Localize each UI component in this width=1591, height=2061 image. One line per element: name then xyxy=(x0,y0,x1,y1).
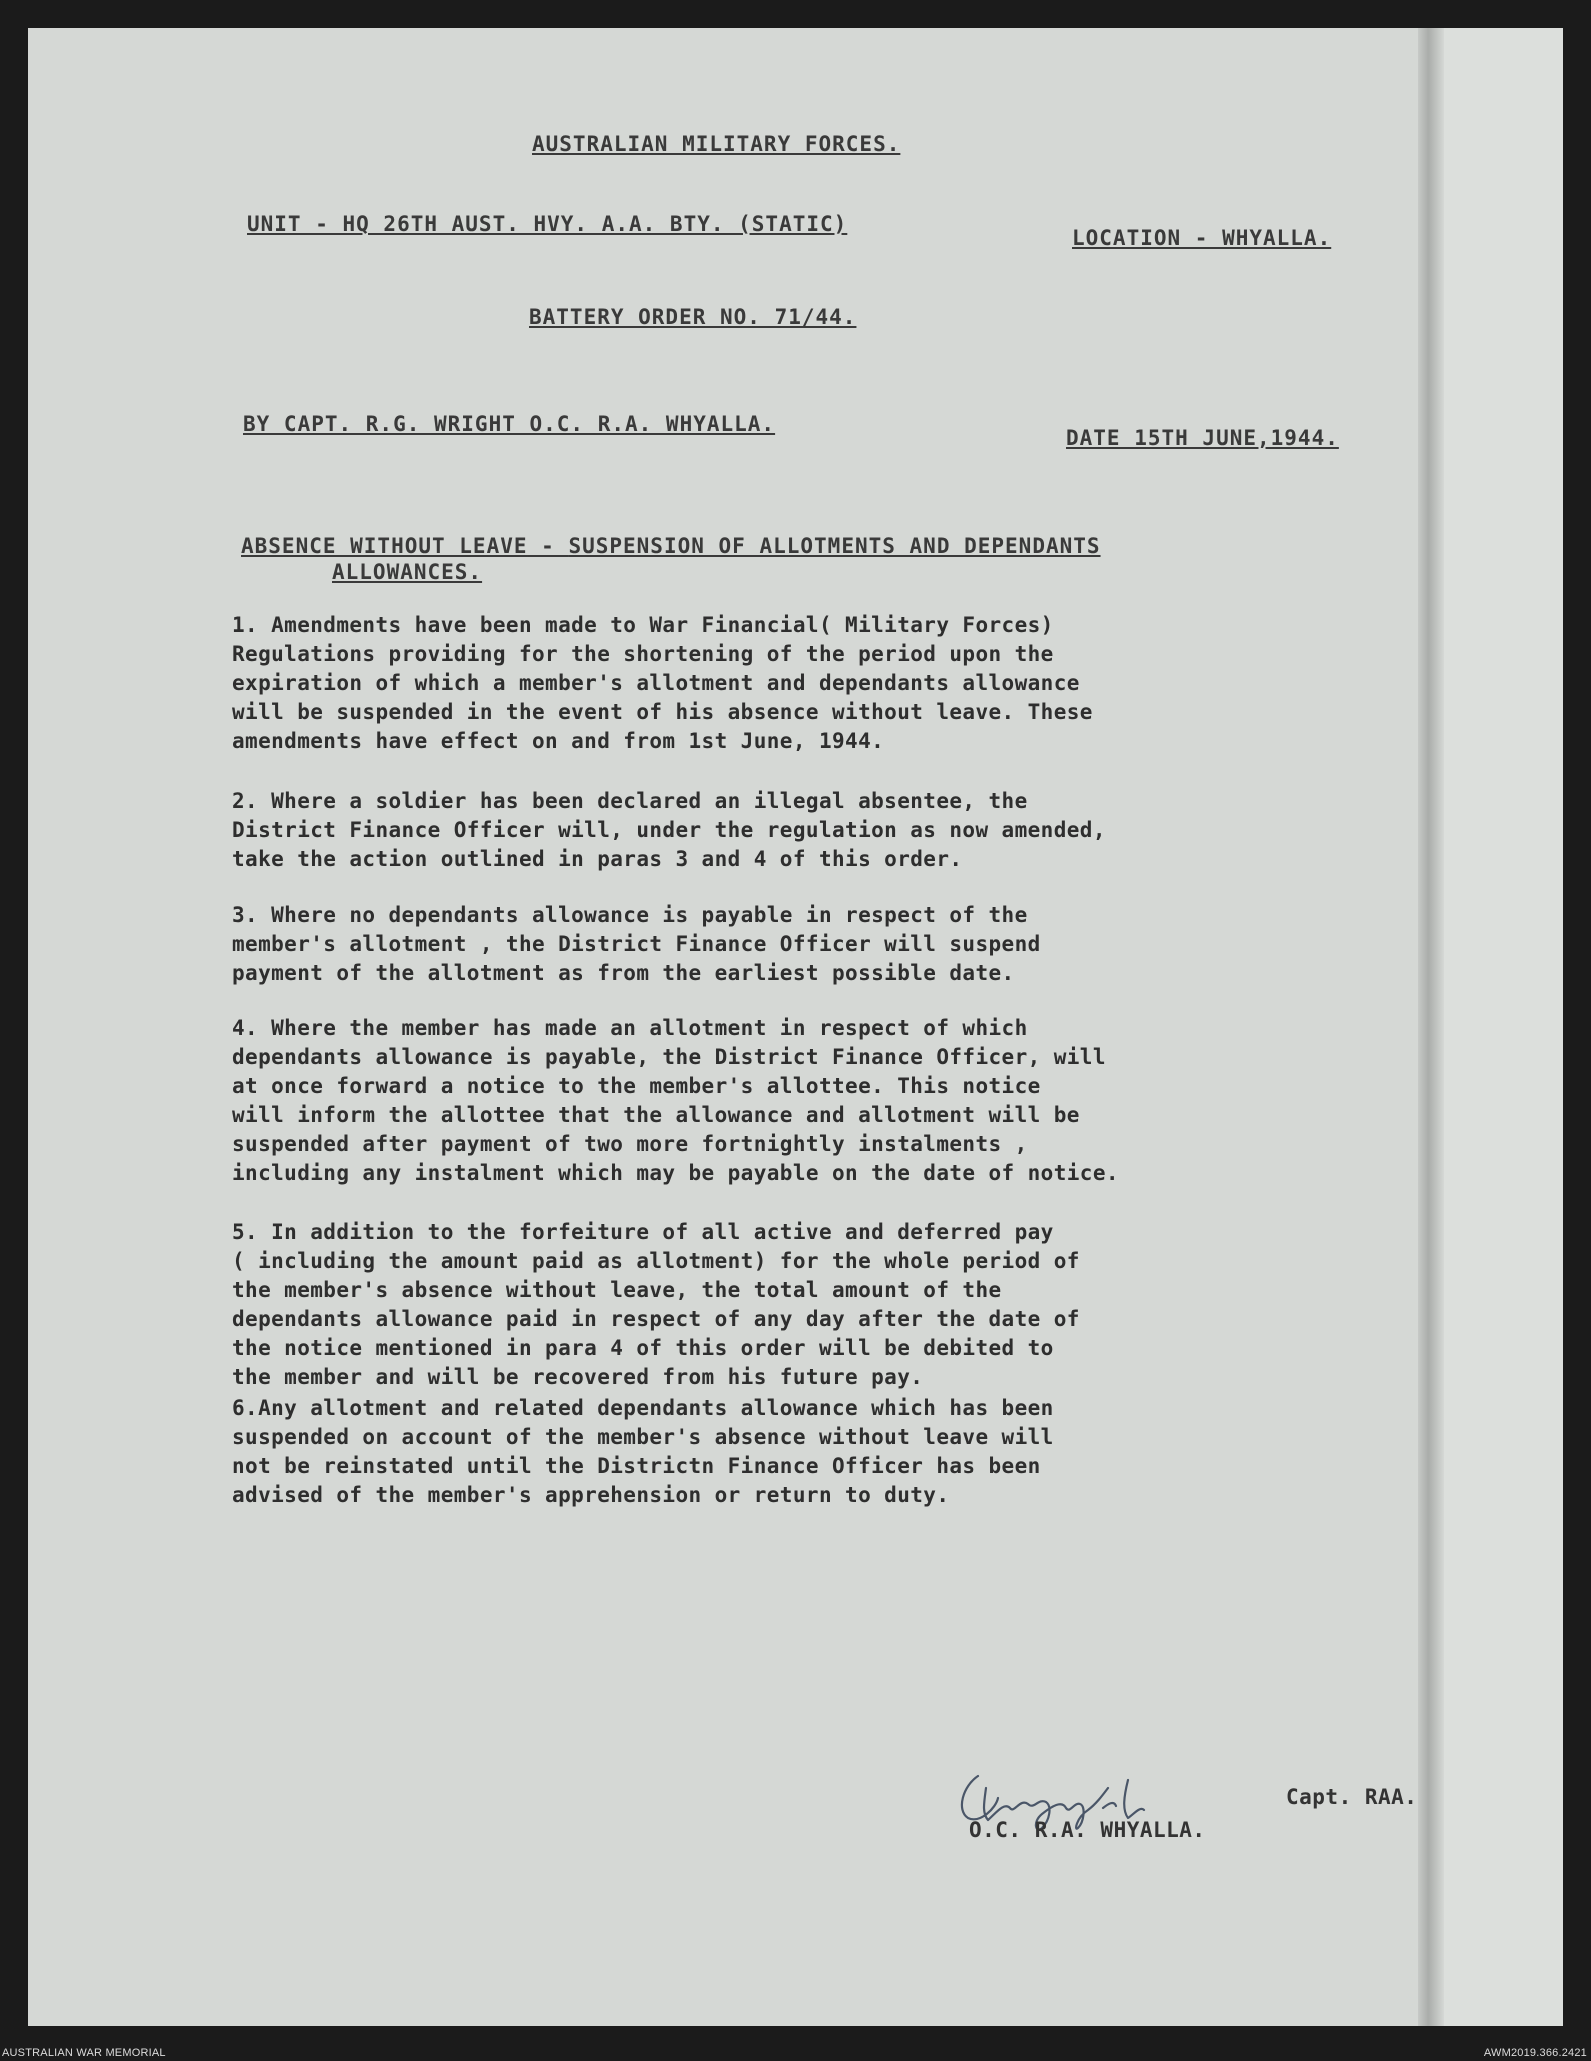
paragraph-1: 1. Amendments have been made to War Financial( Military Forces) Regulations providing for the shortening of the period upon the expiration of which a member's allotment and dependants allowance will be suspended in the event of his absence without leave. These amendments have effect on and from 1st June, 1944. xyxy=(232,613,1093,753)
subject-line xyxy=(241,534,1101,558)
subject-part2: SUSPENSION OF ALLOTMENTS AND DEPENDANTS xyxy=(568,534,1101,558)
header-title: AUSTRALIAN MILITARY FORCES. xyxy=(532,132,901,156)
issued-by: BY CAPT. R.G. WRIGHT O.C. R.A. WHYALLA. xyxy=(243,412,776,436)
paragraph-4: 4. Where the member has made an allotment in respect of which dependants allowance is payable, the District Finance Officer, will at once forward a notice to the member's allottee. This notice will inform the allottee that the allowance and allotment will be suspended after payment of two more fortnightly instalments , including any instalment which may be payable on the date of notice. xyxy=(232,1016,1119,1185)
paper-fold-shadow xyxy=(1418,28,1444,2026)
subject-separator: - xyxy=(527,534,569,558)
signatory-title: O.C. R.A. WHYALLA. xyxy=(969,1818,1206,1842)
paragraph-3: 3. Where no dependants allowance is payable in respect of the member's allotment , the District Finance Officer will suspend payment of the allotment as from the earliest possible date. xyxy=(232,903,1041,985)
order-number: BATTERY ORDER NO. 71/44. xyxy=(529,305,857,329)
order-date: DATE 15TH JUNE,1944. xyxy=(1066,426,1339,450)
subject-line-2: ALLOWANCES. xyxy=(332,560,483,584)
subject-part1: ABSENCE WITHOUT LEAVE xyxy=(241,534,528,558)
paragraph-6: 6.Any allotment and related dependants allowance which has been suspended on account of the member's absence without leave will not be reinstated until the Districtn Finance Officer has been advised of the member's apprehension or return to duty. xyxy=(232,1396,1054,1507)
document-page xyxy=(28,28,1563,2026)
paragraph-2: 2. Where a soldier has been declared an illegal absentee, the District Finance Officer will, under the regulation as now amended, take the action outlined in paras 3 and 4 of this order. xyxy=(232,789,1106,871)
paragraph-5: 5. In addition to the forfeiture of all active and deferred pay ( including the amount paid as allotment) for the whole period of the member's absence without leave, the total amount of the dependants allowance paid in respect of any day after the date of the notice mentioned in para 4 of this order will be debited to the member and will be recovered from his future pay. xyxy=(232,1220,1080,1389)
footer-credit: AUSTRALIAN WAR MEMORIAL xyxy=(2,2047,166,2059)
footer-accession-number: AWM2019.366.2421 xyxy=(1483,2047,1587,2059)
paper-edge-strip xyxy=(1444,28,1563,2026)
location-line: LOCATION - WHYALLA. xyxy=(1072,226,1332,250)
unit-line: UNIT - HQ 26TH AUST. HVY. A.A. BTY. (STATIC) xyxy=(247,212,848,236)
signatory-rank: Capt. RAA. xyxy=(1286,1785,1418,1809)
